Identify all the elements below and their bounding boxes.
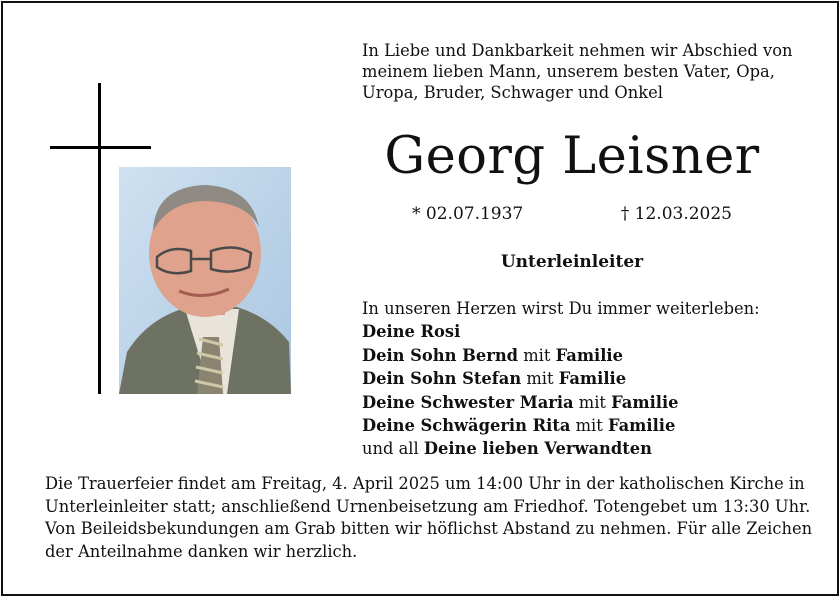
ceremony-notice: [45, 473, 815, 563]
hometown: Unterleinleiter: [500, 252, 644, 272]
intro-line: Uropa, Bruder, Schwager und Onkel: [362, 83, 663, 102]
cross-icon-bar: [50, 146, 151, 149]
mourner-item: Deine Schwägerin Rita mit Familie: [362, 416, 676, 436]
mourner-item: Dein Sohn Bernd mit Familie: [362, 345, 623, 365]
birth-date: * 02.07.1937: [412, 204, 524, 224]
notice-line: Unterleinleiter statt; anschließend Urnenbeisetzung am Friedhof. Totengebet um 13:30 Uhr.: [45, 496, 811, 516]
mourners-intro: In unseren Herzen wirst Du immer weiterleben:: [362, 299, 760, 318]
deceased-name: Georg Leisner: [384, 127, 760, 186]
mourner-item-last: und all Deine lieben Verwandten: [362, 439, 652, 459]
mourner-item: Dein Sohn Stefan mit Familie: [362, 369, 627, 389]
cross-icon: [98, 83, 101, 394]
notice-line: Von Beileidsbekundungen am Grab bitten wir höflichst Abstand zu nehmen. Für alle Zeichen: [45, 519, 813, 538]
death-date: † 12.03.2025: [620, 204, 732, 224]
notice-line: der Anteilnahme danken wir herzlich.: [45, 541, 358, 561]
mourner-item: Deine Schwester Maria mit Familie: [362, 392, 679, 412]
notice-line: Die Trauerfeier findet am Freitag, 4. April 2025 um 14:00 Uhr in der katholischen Kirche in: [45, 474, 805, 493]
intro-line: In Liebe und Dankbarkeit nehmen wir Abschied von: [362, 41, 793, 60]
intro-line: meinem lieben Mann, unserem besten Vater, Opa,: [362, 62, 775, 81]
mourners-list: [362, 297, 822, 461]
intro-text: [362, 40, 812, 103]
portrait-photo: [119, 167, 291, 394]
mourner-item: Deine Rosi: [362, 322, 461, 342]
